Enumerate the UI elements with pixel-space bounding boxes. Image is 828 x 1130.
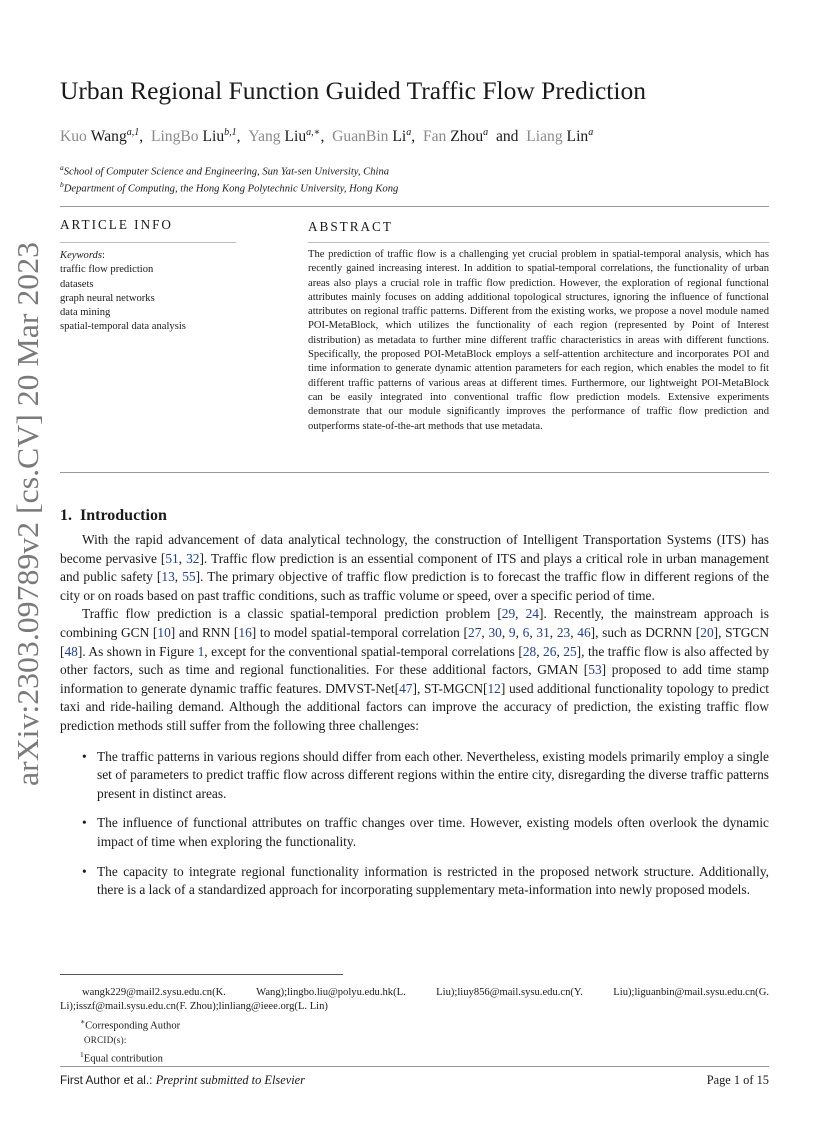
article-info-heading: ARTICLE INFO — [60, 217, 173, 232]
article-info-divider — [60, 242, 236, 243]
citation-link[interactable]: 23 — [556, 624, 571, 640]
footer-divider — [60, 1066, 769, 1067]
citation-link[interactable]: 48 — [64, 643, 78, 659]
challenge-item: • The traffic patterns in various regions should differ from each other. Nevertheless, existing models primarily employ a single set of parameters to predict traffic flow across different regions within the entire city, disregarding the diverse traffic patterns present in distinct areas. — [82, 748, 769, 801]
author-name: LingBo Liu$^{b,1}$ — [150, 127, 237, 146]
citation-link[interactable]: 53 — [588, 662, 602, 678]
author-list: Kuo Wang$^{a,1}$, LingBo Liu$^{b,1}$, Yang Liu$^{a,∗}$, GuanBin Li$^a$, Fan Zhou$^a$ and Liang Lin$^a$ — [60, 127, 594, 146]
citation-link[interactable]: 55 — [182, 569, 196, 585]
citation-link[interactable]: 25 — [563, 643, 577, 659]
citation-link[interactable]: 10 — [157, 624, 171, 640]
abstract-bottom-divider — [60, 472, 769, 473]
challenge-list — [60, 748, 769, 900]
citation-link[interactable]: 47 — [399, 680, 413, 696]
citation-link[interactable]: 28 — [522, 643, 537, 659]
citation-link[interactable]: 27 — [468, 624, 482, 640]
bullet-icon: • — [82, 815, 87, 831]
citation-link[interactable]: 13 — [161, 569, 175, 585]
introduction-body — [60, 531, 769, 911]
keywords-block — [60, 249, 236, 335]
bullet-icon: • — [82, 863, 87, 879]
keywords-label: Keywords: — [60, 250, 105, 261]
citation-link[interactable]: 12 — [487, 680, 501, 696]
citation-link[interactable]: 9 — [508, 624, 516, 640]
citation-link[interactable]: 6 — [522, 624, 530, 640]
header-divider — [60, 206, 769, 207]
abstract-body — [308, 248, 769, 434]
author-name: Kuo Wang$^{a,1}$ — [60, 127, 140, 146]
footnote-divider — [60, 974, 343, 975]
citation-link[interactable]: 30 — [488, 624, 502, 640]
arxiv-stamp — [6, 242, 46, 786]
orcid-note: ORCID(s): — [84, 1035, 127, 1046]
challenge-item: • The influence of functional attributes on traffic changes over time. However, existing models often overlook the dynamic impact of time when exploring the functionality. — [82, 815, 769, 849]
citation-link[interactable]: 32 — [186, 550, 200, 566]
footnotes — [60, 986, 769, 1067]
equal-contribution-note: $^1$Equal contribution — [80, 1049, 163, 1065]
abstract-divider — [308, 242, 769, 243]
citation-link[interactable]: 1 — [197, 643, 205, 659]
arxiv-stamp-text: arXiv:2303.09789v2 [cs.CV] 20 Mar 2023 — [11, 264, 45, 786]
author-emails: wangk229@mail2.sysu.edu.cn(K. Wang);lingbo.liu@polyu.edu.hk(L. Liu);liuy856@mail.sysu.edu.cn(Y. Liu);liguanbin@mail.sysu.edu.cn(G. Li);isszf@mail.sysu.edu.cn(F. Zhou);linliang@ieee.org(L. Lin) — [60, 987, 769, 1013]
intro-paragraph-1: With the rapid advancement of data analytical technology, the construction of Intelligent Transportation Systems (ITS) has become pervasive [51, 32]. Traffic flow prediction is an essential component of ITS and plays a critical role in urban management and public safety [13, 55]. The primary objective of traffic flow prediction is to forecast the traffic flow in different regions of the city or on roads based on past traffic conditions, such as traffic volume or speed, over a specific period of time. — [60, 532, 770, 603]
citation-link[interactable]: 46 — [577, 624, 591, 640]
section-heading-introduction: 1. Introduction — [60, 507, 167, 524]
citation-link[interactable]: 31 — [536, 624, 550, 640]
citation-link[interactable]: 29 — [501, 606, 516, 622]
keyword-item: graph neural networks — [60, 292, 155, 304]
author-name: GuanBin Li$^a$ — [332, 127, 412, 146]
bullet-icon: • — [82, 748, 87, 764]
author-name: Yang Liu$^{a,∗}$ — [248, 127, 321, 146]
citation-link[interactable]: 26 — [543, 643, 557, 659]
citation-link[interactable]: 24 — [525, 606, 539, 622]
footer-page-number: Page 1 of 15 — [706, 1073, 769, 1087]
citation-link[interactable]: 51 — [165, 550, 179, 566]
affiliation-b: $^b$Department of Computing, the Hong Kong Polytechnic University, Hong Kong — [60, 180, 399, 195]
keyword-item: datasets — [60, 278, 94, 290]
intro-paragraph-2: Traffic flow prediction is a classic spatial-temporal prediction problem [29, 24]. Recently, the mainstream approach is combining GCN [10] and RNN [16] to model spatial-temporal correlation [27, 30, 9, 6, 31, 23, 46], such as DCRNN [20], STGCN [48]. As shown in Figure 1, except for the conventional spatial-temporal correlations [28, 26, 25], the traffic flow is also affected by other factors, such as time and regional functionalities. For these additional factors, GMAN [53] proposed to add time stamp information to generate dynamic traffic features. DMVST-Net[47], ST-MGCN[12] used additional functionality topology to predict taxi and ride-hailing demand. Although the additional factors can improve the accuracy of prediction, the existing traffic flow prediction methods still suffer from the following three challenges: — [60, 606, 770, 733]
citation-link[interactable]: 20 — [700, 624, 714, 640]
paper-title: Urban Regional Function Guided Traffic Flow Prediction — [60, 76, 646, 105]
author-name: Fan Zhou$^a$ — [422, 127, 489, 146]
keyword-item: spatial-temporal data analysis — [60, 321, 186, 333]
keyword-item: data mining — [60, 307, 111, 319]
affiliation-a: $^a$School of Computer Science and Engineering, Sun Yat-sen University, China — [60, 163, 390, 178]
footer-running-head: First Author et al.: Preprint submitted to Elsevier — [60, 1073, 305, 1087]
citation-link[interactable]: 16 — [238, 624, 252, 640]
author-name: Liang Lin$^a$ — [526, 127, 594, 146]
abstract-text: The prediction of traffic flow is a challenging yet crucial problem in spatial-temporal analysis, which has recently gained increasing interest. In addition to spatial-temporal correlations, the functionality of urban areas also plays a crucial role in traffic flow prediction. However, the exploration of regional functional attributes mainly focuses on adding additional topological structures, ignoring the influence of functional attributes on regional traffic patterns. Different from the existing works, we propose a novel module named POI-MetaBlock, which utilizes the functionality of each region (represented by Point of Interest distribution) as metadata to further mine different traffic characteristics in areas with different functions. Specifically, the proposed POI-MetaBlock employs a self-attention architecture and incorporates POI and time information to generate dynamic attention parameters for each region, which enables the model to fit different traffic patterns of various areas at different times. Furthermore, our lightweight POI-MetaBlock can be easily integrated into conventional traffic flow prediction models. Extensive experiments demonstrate that our module significantly improves the performance of traffic flow prediction and outperforms state-of-the-art methods that use metadata. — [308, 249, 769, 432]
abstract-heading: ABSTRACT — [308, 219, 393, 234]
keyword-item: traffic flow prediction — [60, 264, 154, 276]
challenge-item: • The capacity to integrate regional functionality information is restricted in the proposed network structure. Additionally, there is a lack of a standardized approach for incorporating supplementary meta-information into newly proposed models. — [82, 863, 769, 898]
corresponding-author-note: ∗Corresponding Author — [80, 1016, 181, 1032]
